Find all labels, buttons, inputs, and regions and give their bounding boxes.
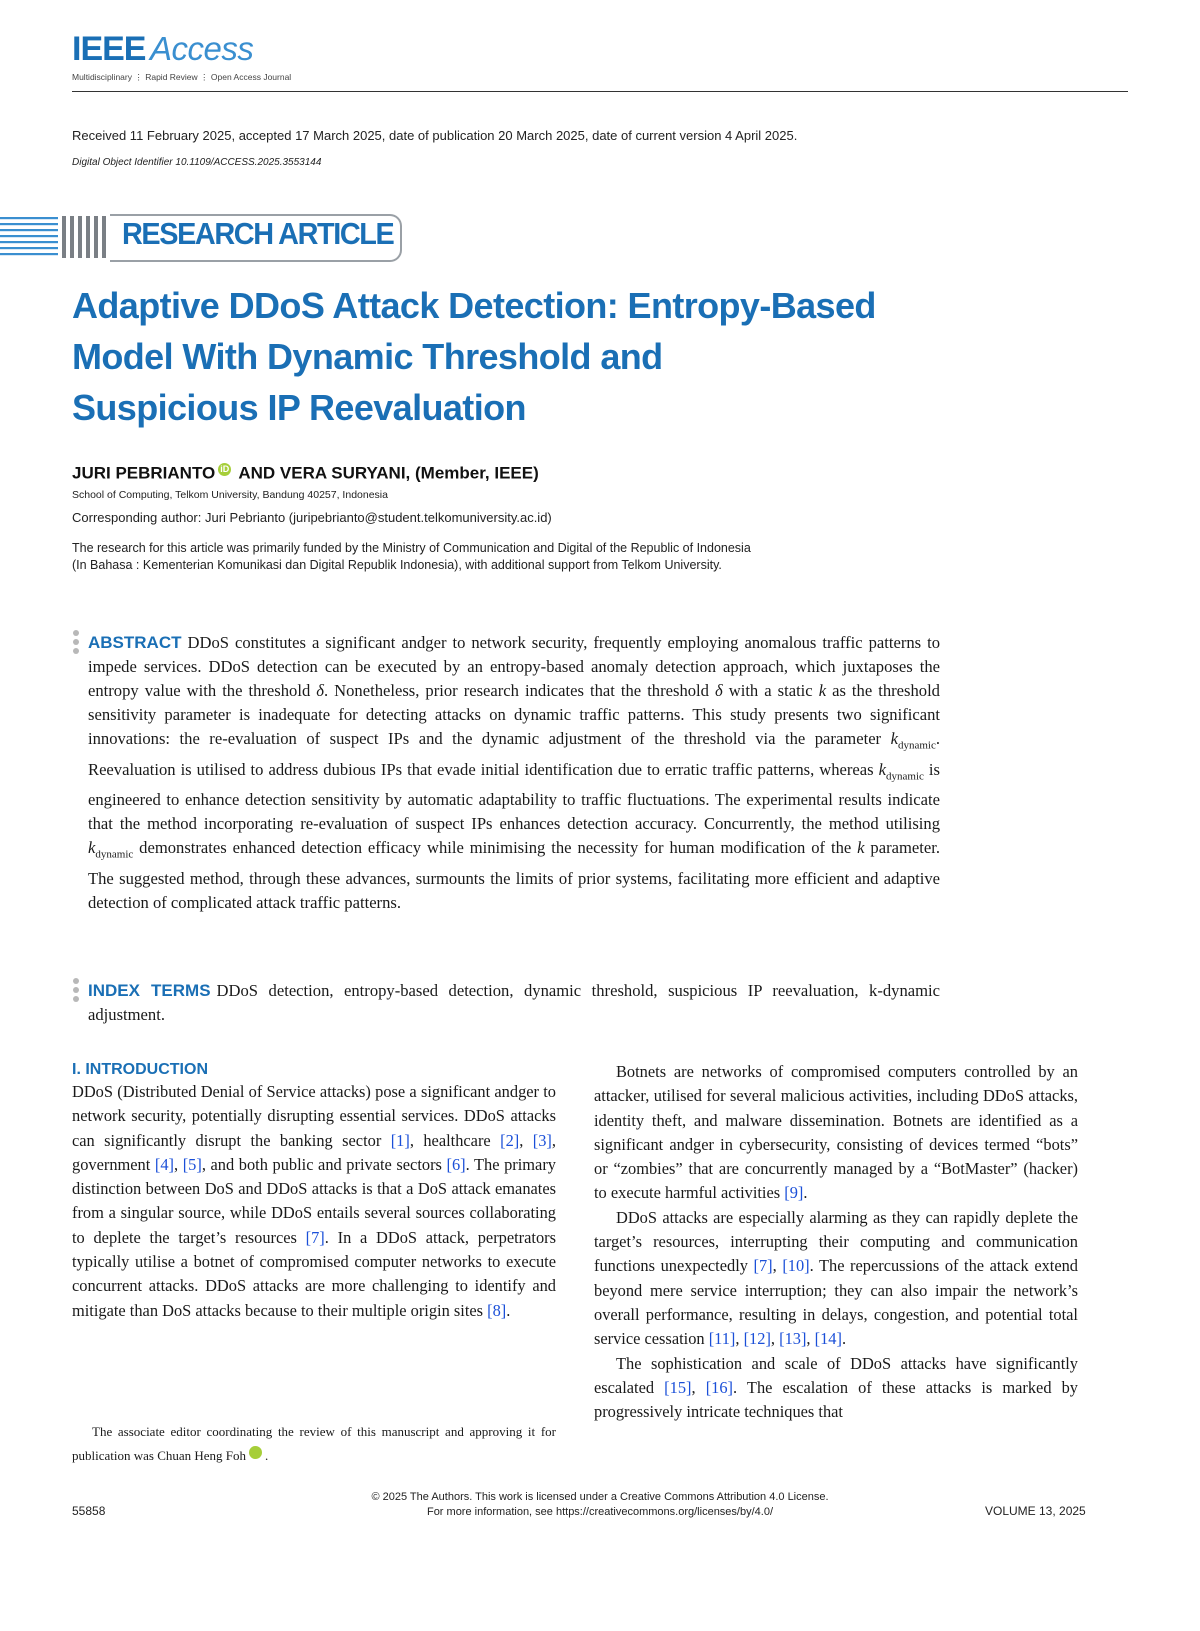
research-article-label: RESEARCH ARTICLE <box>122 216 394 251</box>
affiliation: School of Computing, Telkom University, Bandung 40257, Indonesia <box>72 489 388 501</box>
citation-link[interactable]: [7] <box>305 1227 325 1247</box>
received-dates: Received 11 February 2025, accepted 17 March 2025, date of publication 20 March 2025, date of current version 4 April 2025. <box>72 128 798 143</box>
math-delta: δ <box>316 681 324 701</box>
paper-title <box>72 280 972 433</box>
right-column <box>594 1060 1078 1424</box>
header-divider <box>72 91 1128 92</box>
math-subscript: dynamic <box>95 848 134 861</box>
math-subscript: dynamic <box>886 770 924 783</box>
paragraph: DDoS (Distributed Denial of Service attacks) pose a significant andger to network security, potentially disrupting essential services. DDoS attacks can significantly disrupt the banking sector [1], healthcare [2], [3], government [4], [5], and both public and private sectors [6]. The primary distinction between DoS and DDoS attacks is that a DoS attack emanates from a singular source, while DDoS entails several sources collaborating to deplete the target’s resources [7]. In a DDoS attack, perpetrators typically utilise a botnet of compromised computer networks to execute concurrent attacks. DDoS attacks are more challenging to identify and mitigate than DoS attacks because to their multiple origin sites [8]. <box>72 1082 557 1320</box>
funding-line: The research for this article was primarily funded by the Ministry of Communication and Digital of the Republic of Indonesia <box>72 541 751 555</box>
math-delta: δ <box>714 681 723 701</box>
citation-link[interactable]: [16] <box>705 1377 734 1397</box>
orcid-icon[interactable]: iD <box>220 464 230 474</box>
math-k: k <box>88 838 96 858</box>
abstract <box>88 631 940 915</box>
abstract-text: demonstrates enhanced detection efficacy while minimising the necessity for human modification of the <box>133 838 858 858</box>
editor-footnote: The associate editor coordinating the review of this manuscript and approving it for publication was Chuan Heng Foh iD. <box>72 1424 556 1463</box>
paragraph: Botnets are networks of compromised computers controlled by an attacker, utilised for several malicious activities, including DDoS attacks, identity theft, and malware dissemination. Botnets are identified as a significant andger in cybersecurity, consisting of devices termed “bots” or “zombies” that are concurrently managed by a “BotMaster” (hacker) to execute harmful activities [9]. <box>594 1062 1078 1203</box>
abstract-dots-icon <box>73 630 79 657</box>
citation-link[interactable]: [3] <box>532 1130 552 1150</box>
ieee-logo: IEEE <box>72 30 146 68</box>
index-terms <box>88 979 940 1027</box>
abstract-heading: ABSTRACT <box>88 633 182 652</box>
doi-line: Digital Object Identifier 10.1109/ACCESS.2025.3553144 <box>72 157 322 168</box>
funding-note <box>72 540 872 574</box>
license-notice <box>300 1490 900 1520</box>
abstract-text: as the threshold sensitivity parameter is inadequate for detecting attacks on dynamic traffic patterns. This study presents two significant innovations: the re-evaluation of suspect IPs and the dynamic adjustment of the threshold via the parameter <box>88 681 940 749</box>
author-rest: AND VERA SURYANI, (Member, IEEE) <box>238 463 539 483</box>
title-line: Model With Dynamic Threshold and <box>72 336 663 377</box>
journal-tagline: Multidisciplinary ⋮ Rapid Review ⋮ Open Access Journal <box>72 72 292 82</box>
index-terms-dots-icon <box>73 978 79 1005</box>
citation-link[interactable]: [2] <box>500 1130 520 1150</box>
citation-link[interactable]: [12] <box>743 1329 771 1349</box>
citation-link[interactable]: [1] <box>390 1130 410 1150</box>
license-line: © 2025 The Authors. This work is licensed under a Creative Commons Attribution 4.0 License. <box>371 1491 829 1503</box>
citation-link[interactable]: [5] <box>182 1154 202 1174</box>
math-k: k <box>878 759 887 779</box>
section-heading: I. INTRODUCTION <box>72 1061 208 1078</box>
citation-link[interactable]: [4] <box>154 1154 175 1174</box>
citation-link[interactable]: [14] <box>814 1329 842 1349</box>
citation-link[interactable]: [8] <box>487 1300 507 1320</box>
title-line: Adaptive DDoS Attack Detection: Entropy-Based <box>72 285 876 326</box>
citation-link[interactable]: [11] <box>708 1329 736 1349</box>
abstract-text: is engineered to enhance detection sensitivity by automatic adaptability to traffic fluctuations. The experimental results indicate that the method incorporating re-evaluation of suspect IPs enhances detection accuracy. Concurrently, the method utilising <box>88 759 941 834</box>
citation-link[interactable]: [15] <box>664 1377 692 1397</box>
citation-link[interactable]: [9] <box>784 1183 804 1203</box>
orcid-icon[interactable]: iD <box>249 1446 262 1459</box>
banner-stripes-icon <box>0 214 110 264</box>
funding-line: (In Bahasa : Kementerian Komunikasi dan Digital Republik Indonesia), with additional support from Telkom University. <box>72 558 722 572</box>
math-subscript: dynamic <box>897 739 936 752</box>
abstract-text: with a static <box>722 681 819 701</box>
license-link[interactable]: For more information, see https://creativecommons.org/licenses/by/4.0/ <box>426 1506 774 1518</box>
corresponding-author: Corresponding author: Juri Pebrianto (juripebrianto@student.telkomuniversity.ac.id) <box>72 510 552 525</box>
abstract-text: . Nonetheless, prior research indicates that the threshold <box>323 681 715 701</box>
citation-link[interactable]: [6] <box>446 1154 466 1174</box>
index-terms-heading: INDEX TERMS <box>88 981 211 1000</box>
citation-link[interactable]: [10] <box>782 1256 810 1276</box>
volume-label: VOLUME 13, 2025 <box>985 1504 1086 1518</box>
math-k: k <box>818 681 827 701</box>
abstract-text: . Reevaluation is utilised to address dubious IPs that evade initial identification due to erratic traffic patterns, whereas <box>88 729 940 779</box>
title-line: Suspicious IP Reevaluation <box>72 387 526 428</box>
author-first: JURI PEBRIANTO <box>72 463 216 483</box>
citation-link[interactable]: [7] <box>753 1256 773 1276</box>
access-logo: Access <box>150 30 254 67</box>
math-k: k <box>857 838 865 858</box>
math-k: k <box>890 729 898 749</box>
abstract-text: DDoS constitutes a significant andger to network security, frequently employing anomalous traffic patterns to impede services. DDoS detection can be executed by an entropy-based anomaly detection approach, which juxtaposes the entropy value with the threshold <box>88 633 940 701</box>
left-column <box>72 1080 556 1323</box>
paragraph: The sophistication and scale of DDoS attacks have significantly escalated [15], [16]. The escalation of these attacks is marked by progressively intricate techniques that <box>594 1353 1079 1422</box>
abstract-text: parameter. The suggested method, through these advances, surmounts the limits of prior systems, facilitating more efficient and adaptive detection of complicated attack traffic patterns. <box>88 838 940 912</box>
index-terms-text: DDoS detection, entropy-based detection, dynamic threshold, suspicious IP reevaluation, k-dynamic adjustment. <box>88 981 940 1025</box>
footnote-text: The associate editor coordinating the review of this manuscript and approving it for publication was Chuan Heng Foh <box>72 1424 556 1463</box>
citation-link[interactable]: [13] <box>779 1329 807 1349</box>
page-number: 55858 <box>72 1504 106 1518</box>
paragraph: DDoS attacks are especially alarming as they can rapidly deplete the target’s resources, interrupting their computing and communication functions unexpectedly [7], [10]. The repercussions of the attack extend beyond mere service interruption; they can also impair the network’s overall performance, resulting in delays, congestion, and potential total service cessation [11], [12], [13], [14]. <box>594 1207 1079 1349</box>
author-list <box>72 463 539 484</box>
